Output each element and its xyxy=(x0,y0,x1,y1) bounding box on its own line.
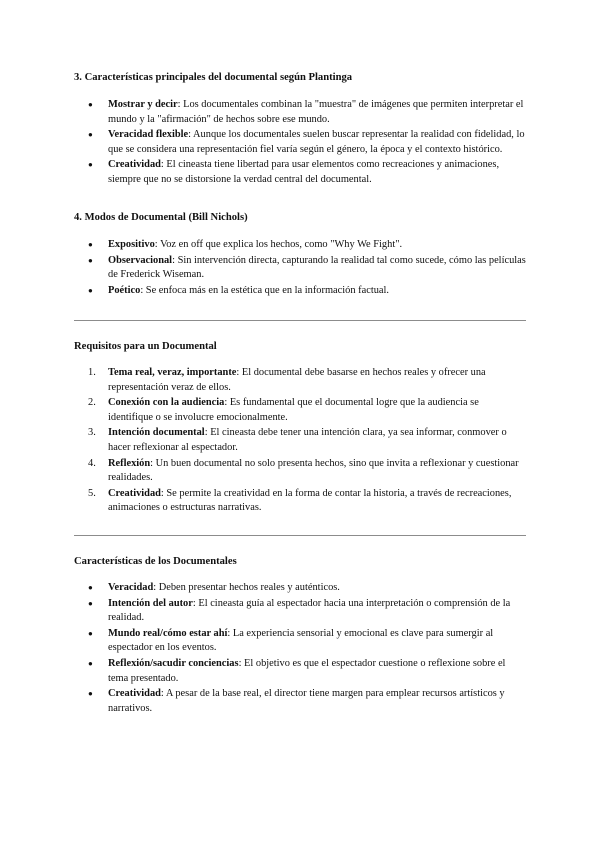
item-text: : Voz en off que explica los hechos, como "Why We Fight". xyxy=(154,239,403,250)
item-term: Creatividad xyxy=(108,487,161,499)
list-item xyxy=(74,128,526,157)
item-term: Expositivo xyxy=(108,239,155,250)
list-item xyxy=(74,284,526,299)
item-term: Intención documental xyxy=(108,427,205,439)
item-number: 1. xyxy=(88,367,96,378)
list-item xyxy=(74,366,526,395)
item-term: Veracidad xyxy=(108,582,154,593)
list-item xyxy=(74,657,526,686)
item-text: : El objetivo es que el espectador cuestione o reflexione sobre el tema presentado. xyxy=(108,657,506,684)
list-item xyxy=(74,487,526,516)
item-term: Reflexión/sacudir conciencias xyxy=(108,657,239,669)
item-term: Poético xyxy=(108,284,141,296)
list-item xyxy=(74,158,526,187)
item-term: Mundo real/cómo estar ahí xyxy=(108,627,228,639)
requisitos-heading: Requisitos para un Documental xyxy=(74,341,217,352)
item-term: Tema real, veraz, importante xyxy=(108,367,237,378)
item-term: Reflexión xyxy=(108,457,151,469)
item-term: Mostrar y decir xyxy=(108,99,178,110)
item-text: : El cineasta tiene libertad para usar elementos como recreaciones y animaciones, siempre que no se distorsione la verdad central del documental. xyxy=(108,159,500,185)
item-term: Observacional xyxy=(108,254,173,266)
item-text: : Los documentales combinan la "muestra" de imágenes que permiten interpretar el mundo y la "afirmación" de hechos sobre ese mundo. xyxy=(108,99,524,125)
list-item xyxy=(74,597,526,626)
section-3-heading: 3. Características principales del documental según Plantinga xyxy=(74,72,353,83)
item-term: Creatividad xyxy=(108,159,161,171)
list-item xyxy=(74,98,526,127)
item-text: : Deben presentar hechos reales y auténticos. xyxy=(153,582,340,593)
item-number: 3. xyxy=(88,427,96,439)
list-item xyxy=(74,627,526,656)
list-item xyxy=(74,687,526,716)
requisitos-list xyxy=(74,366,526,517)
item-text: : Sin intervención directa, capturando la realidad tal como sucede, cómo las películas de Frederick Wiseman. xyxy=(108,254,526,281)
horizontal-divider xyxy=(74,535,526,536)
list-item xyxy=(74,426,526,455)
list-item xyxy=(74,238,526,253)
caracteristicas-list xyxy=(74,581,526,717)
item-number: 5. xyxy=(88,487,96,499)
item-term: Conexión con la audiencia xyxy=(108,397,225,409)
item-term: Creatividad xyxy=(108,688,161,700)
item-text: : Se enfoca más en la estética que en la información factual. xyxy=(140,284,389,296)
item-text: : A pesar de la base real, el director tiene margen para emplear recursos artísticos y narrativos. xyxy=(108,688,505,714)
list-item xyxy=(74,581,526,596)
item-text: : El cineasta guía al espectador hacia una interpretación o comprensión de la realidad. xyxy=(108,597,511,624)
list-item xyxy=(74,457,526,486)
item-term: Intención del autor xyxy=(108,597,193,609)
item-number: 2. xyxy=(88,397,96,409)
item-text: : Un buen documental no solo presenta hechos, sino que invita a reflexionar y cuestionar realidades. xyxy=(108,457,519,484)
item-number: 4. xyxy=(88,457,96,469)
item-text: : Es fundamental que el documental logre que la audiencia se identifique o se involucre emocionalmente. xyxy=(108,397,479,423)
section-4-list xyxy=(74,238,526,299)
item-text: : La experiencia sensorial y emocional es clave para sumergir al espectador en los eventos. xyxy=(108,627,494,654)
section-3-list xyxy=(74,98,526,189)
item-text: : El cineasta debe tener una intención clara, ya sea informar, conmover o hacer reflexionar al espectador. xyxy=(108,427,507,453)
item-text: : Aunque los documentales suelen buscar representar la realidad con fidelidad, lo que se considera una representación fiel varía según el género, la época y el contexto histórico. xyxy=(108,129,525,155)
item-text: : Se permite la creatividad en la forma de contar la historia, a través de recreaciones, animaciones o estructuras narrativas. xyxy=(108,487,512,514)
item-text: : El documental debe basarse en hechos reales y ofrecer una representación veraz de ellos. xyxy=(108,367,486,393)
list-item xyxy=(74,396,526,425)
caracteristicas-heading: Características de los Documentales xyxy=(74,556,237,567)
item-term: Veracidad flexible xyxy=(108,129,189,141)
section-4-heading: 4. Modos de Documental (Bill Nichols) xyxy=(74,212,248,223)
list-item xyxy=(74,254,526,283)
horizontal-divider xyxy=(74,320,526,321)
